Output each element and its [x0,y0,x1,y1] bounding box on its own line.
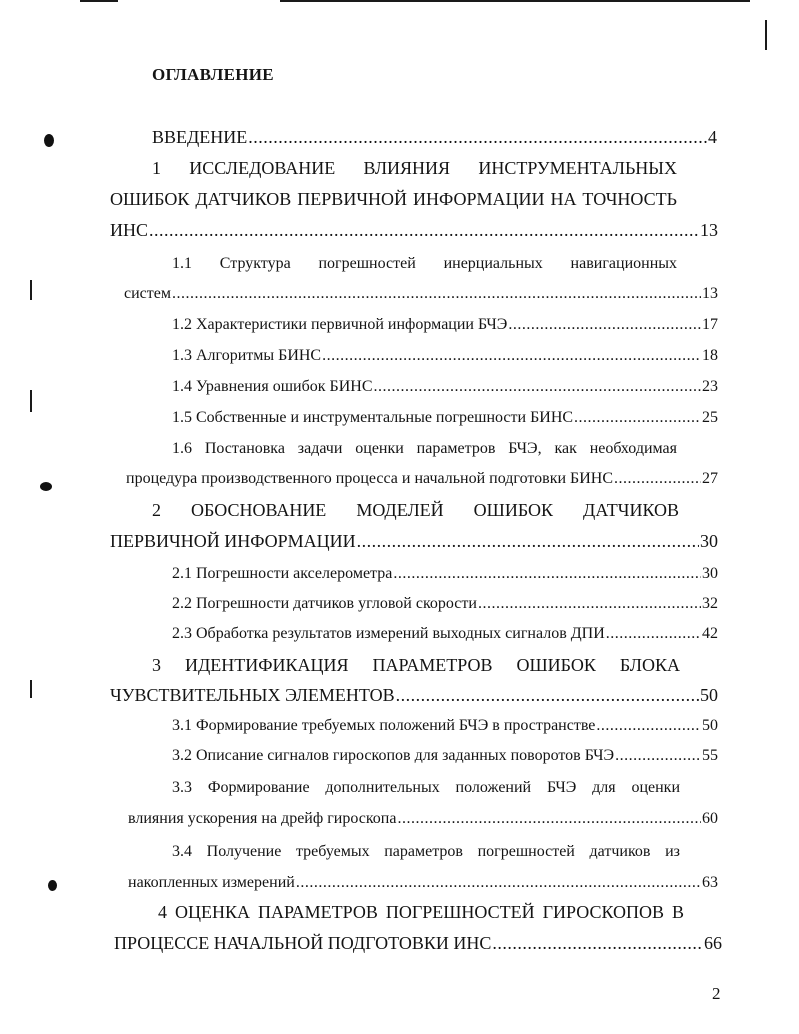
toc-page-number: 27 [702,470,718,487]
toc-page-number: 50 [700,685,718,705]
scan-artifact [30,280,32,300]
scan-artifact [765,20,767,50]
toc-entry-3-2[interactable] [172,747,718,765]
toc-entry-chapter-4[interactable] [114,933,722,954]
toc-entry-1-2[interactable] [172,316,718,334]
toc-page-number: 13 [700,220,718,240]
toc-entry-chapter-1-line2[interactable]: ОШИБОК ДАТЧИКОВ ПЕРВИЧНОЙ ИНФОРМАЦИИ НА ТОЧНОСТЬ [110,189,677,209]
scan-speck [48,880,57,891]
toc-entry-1-5[interactable] [172,409,718,427]
toc-title: ОГЛАВЛЕНИЕ [152,65,274,84]
scan-speck [40,482,52,491]
toc-entry-1-1-line1[interactable]: 1.1 Структура погрешностей инерциальных навигационных [172,255,677,272]
toc-entry-chapter-3[interactable] [110,685,718,706]
toc-entry-chapter-3-line1[interactable]: 3 ИДЕНТИФИКАЦИЯ ПАРАМЕТРОВ ОШИБОК БЛОКА [152,655,680,675]
toc-entry-3-3-line1[interactable]: 3.3 Формирование дополнительных положений БЧЭ для оценки [172,779,680,796]
scan-artifact [80,0,118,2]
dot-leader [248,127,707,148]
scan-speck [44,134,54,147]
toc-entry-2-1[interactable] [172,565,718,583]
toc-entry-chapter-1[interactable] [110,220,718,241]
toc-entry-text: накопленных измерений [128,874,295,891]
toc-entry-3-3[interactable] [128,810,718,828]
dot-leader [614,470,701,488]
toc-entry-text: 2.3 Обработка результатов измерений выходных сигналов ДПИ [172,625,605,642]
toc-entry-chapter-4-line1[interactable]: 4 ОЦЕНКА ПАРАМЕТРОВ ПОГРЕШНОСТЕЙ ГИРОСКОПОВ В [158,902,684,922]
toc-entry-1-1[interactable] [124,285,718,303]
toc-page-number: 30 [700,531,718,551]
toc-entry-1-3[interactable] [172,347,718,365]
toc-entry-text: 2.1 Погрешности акселерометра [172,565,393,582]
dot-leader [574,409,701,427]
toc-page-number: 18 [702,347,718,364]
dot-leader [396,685,699,706]
toc-page-number: 25 [702,409,718,426]
toc-entry-text: 1.4 Уравнения ошибок БИНС [172,378,373,395]
scan-artifact [30,680,32,698]
dot-leader [606,625,701,643]
dot-leader [478,595,701,613]
toc-page-number: 60 [702,810,718,827]
toc-entry-2-2[interactable] [172,595,718,613]
dot-leader [172,285,701,303]
page-number: 2 [712,984,721,1003]
toc-page-number: 55 [702,747,718,764]
toc-entry-text: влияния ускорения на дрейф гироскопа [128,810,397,827]
toc-entry-text: 1.5 Собственные и инструментальные погрешности БИНС [172,409,574,426]
toc-entry-2-3[interactable] [172,625,718,643]
toc-entry-text: ПРОЦЕССЕ НАЧАЛЬНОЙ ПОДГОТОВКИ ИНС [114,933,492,953]
toc-entry-text: 1.3 Алгоритмы БИНС [172,347,322,364]
toc-entry-text: 2.2 Погрешности датчиков угловой скорости [172,595,477,612]
dot-leader [149,220,699,241]
dot-leader [508,316,701,334]
toc-entry-text: процедура производственного процесса и начальной подготовки БИНС [126,470,614,487]
toc-page-number: 4 [708,127,717,147]
toc-entry-intro[interactable] [152,127,717,148]
dot-leader [374,378,702,396]
toc-entry-text: 3.1 Формирование требуемых положений БЧЭ в пространстве [172,717,596,734]
scan-artifact [280,0,750,2]
toc-page-number: 17 [702,316,718,333]
toc-entry-1-6[interactable] [126,470,718,488]
dot-leader [596,717,701,735]
toc-entry-text: 1.2 Характеристики первичной информации БЧЭ [172,316,508,333]
dot-leader [492,933,703,954]
toc-page-number: 42 [702,625,718,642]
toc-page-number: 23 [702,378,718,395]
toc-entry-chapter-2-line1[interactable]: 2 ОБОСНОВАНИЕ МОДЕЛЕЙ ОШИБОК ДАТЧИКОВ [152,500,679,520]
toc-entry-chapter-2[interactable] [110,531,718,552]
toc-page-number: 63 [702,874,718,891]
toc-entry-3-1[interactable] [172,717,718,735]
toc-entry-3-4[interactable] [128,874,718,892]
toc-page-number: 13 [702,285,718,302]
toc-entry-text: ВВЕДЕНИЕ [152,127,248,147]
toc-entry-text: ИНС [110,220,149,240]
toc-page-number: 32 [702,595,718,612]
dot-leader [322,347,701,365]
scan-artifact [30,390,32,412]
toc-page-number: 66 [704,933,722,953]
dot-leader [296,874,701,892]
toc-entry-3-4-line1[interactable]: 3.4 Получение требуемых параметров погрешностей датчиков из [172,843,680,860]
dot-leader [615,747,701,765]
toc-entry-1-4[interactable] [172,378,718,396]
toc-page-number: 30 [702,565,718,582]
toc-page-number: 50 [702,717,718,734]
toc-entry-1-6-line1[interactable]: 1.6 Постановка задачи оценки параметров БЧЭ, как необходимая [172,440,677,457]
toc-entry-text: 3.2 Описание сигналов гироскопов для заданных поворотов БЧЭ [172,747,615,764]
dot-leader [397,810,701,828]
toc-entry-text: ПЕРВИЧНОЙ ИНФОРМАЦИИ [110,531,356,551]
dot-leader [393,565,701,583]
dot-leader [357,531,699,552]
toc-entry-chapter-1-line1[interactable]: 1 ИССЛЕДОВАНИЕ ВЛИЯНИЯ ИНСТРУМЕНТАЛЬНЫХ [152,158,677,178]
toc-entry-text: систем [124,285,171,302]
toc-entry-text: ЧУВСТВИТЕЛЬНЫХ ЭЛЕМЕНТОВ [110,685,395,705]
